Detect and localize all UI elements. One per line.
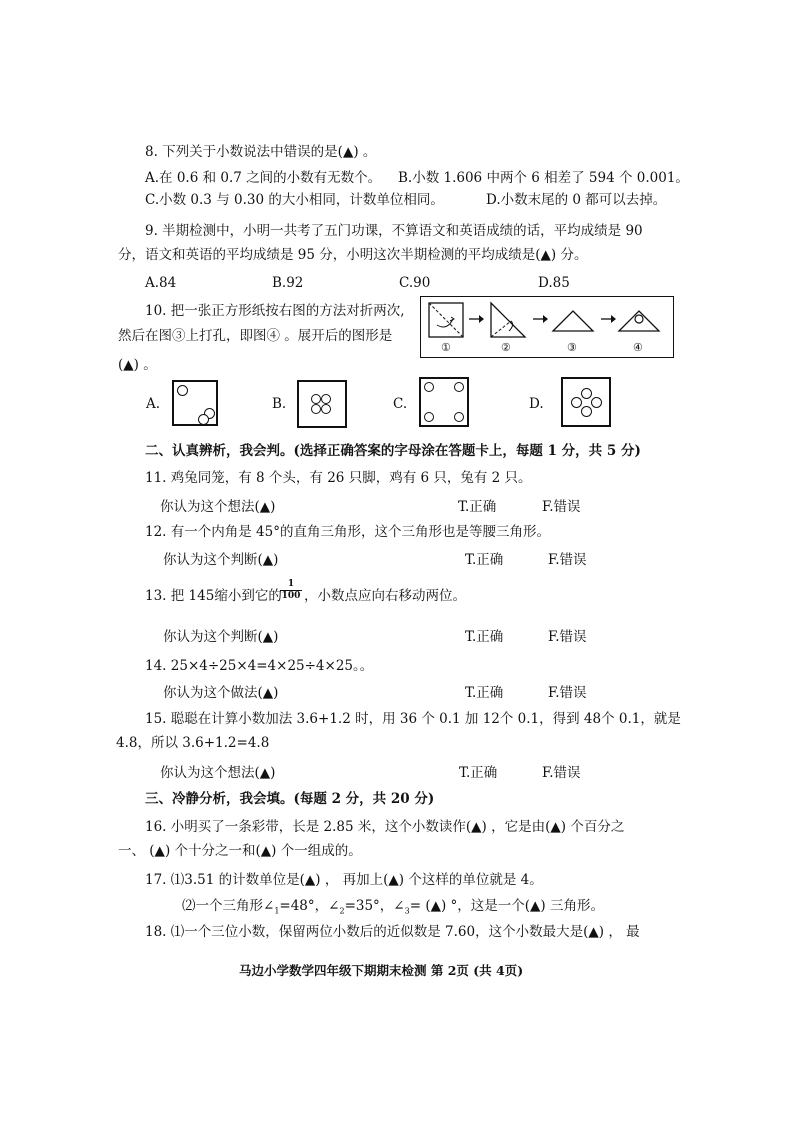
hole-icon <box>424 382 434 392</box>
q15-false: F.错误 <box>542 765 581 781</box>
q11-prompt: 你认为这个想法(▲) <box>160 499 276 515</box>
hole-icon <box>321 404 331 414</box>
q17-line1: 17. ⑴3.51 的计数单位是(▲) ， 再加上(▲) 个这样的单位就是 4。 <box>145 872 543 888</box>
q18-line1: 18. ⑴一个三位小数，保留两位小数后的近似数是 7.60，这个小数最大是(▲) ， 最 <box>145 924 640 940</box>
q11-false: F.错误 <box>542 499 581 515</box>
hole-icon <box>581 388 592 399</box>
fig-label-3: ③ <box>567 341 577 354</box>
q10-option-a-figure <box>172 380 218 426</box>
q16-line2: 一、 (▲) 个十分之一和(▲) 个一组成的。 <box>118 843 362 859</box>
q9-option-a: A.84 <box>145 275 177 291</box>
q15-line1: 15. 聪聪在计算小数加法 3.6+1.2 时，用 36 个 0.1 加 12个 0.1，得到 48个 0.1，就是 <box>145 711 681 727</box>
q9-line1: 9. 半期检测中，小明一共考了五门功课，不算语文和英语成绩的话，平均成绩是 90 <box>145 223 643 239</box>
q8-option-c: C.小数 0.3 与 0.30 的大小相同，计数单位相同。 <box>145 192 444 208</box>
q9-option-b: B.92 <box>272 275 304 291</box>
fraction-one-hundredth <box>280 580 302 601</box>
q11-stem: 11. 鸡兔同笼，有 8 个头，有 26 只脚，鸡有 6 只，兔有 2 只。 <box>145 470 532 486</box>
fig-label-1: ① <box>441 341 451 354</box>
q10-option-c-figure <box>419 377 469 427</box>
q10-option-b-label: B. <box>272 396 287 412</box>
hole-icon <box>311 394 321 404</box>
folded-triangle-icon <box>553 311 593 331</box>
hole-icon <box>635 315 643 323</box>
q11-true: T.正确 <box>458 499 497 515</box>
hole-icon <box>454 382 464 392</box>
hole-icon <box>198 414 209 425</box>
q14-true: T.正确 <box>465 685 504 701</box>
q10-option-d-figure <box>561 377 611 427</box>
hole-icon <box>591 397 602 408</box>
q13-stem-b: ，小数点应向右移动两位。 <box>304 588 466 604</box>
fraction-numerator: 1 <box>287 579 295 589</box>
section-2-title: 二、认真辨析，我会判。(选择正确答案的字母涂在答题卡上，每题 1 分，共 5 分) <box>145 443 641 459</box>
q9-line2: 分，语文和英语的平均成绩是 95 分，小明这次半期检测的平均成绩是(▲) 分。 <box>118 247 588 263</box>
q13-true: T.正确 <box>465 629 504 645</box>
hole-icon <box>454 412 464 422</box>
q13-false: F.错误 <box>548 629 587 645</box>
q10-line1: 10. 把一张正方形纸按右图的方法对折两次, <box>145 303 405 319</box>
q16-line1: 16. 小明买了一条彩带，长是 2.85 米，这个小数读作(▲) ，它是由(▲) 个百分之 <box>145 819 625 835</box>
q12-prompt: 你认为这个判断(▲) <box>163 552 279 568</box>
q17-line2: ⑵一个三角形$\angle_1=48^\circ$，$\angle_2=35^\circ$，$\angle_3=$ (▲) °，这是一个(▲) 三角形。 <box>182 898 604 916</box>
q12-stem: 12. 有一个内角是 45°的直角三角形，这个三角形也是等腰三角形。 <box>145 524 550 540</box>
q13-prompt: 你认为这个判断(▲) <box>163 629 279 645</box>
q8-option-d: D.小数末尾的 0 都可以去掉。 <box>486 192 667 208</box>
hole-icon <box>424 412 434 422</box>
q10-option-a-label: A. <box>146 396 161 412</box>
hole-icon <box>321 394 331 404</box>
q9-option-d: D.85 <box>538 275 570 291</box>
page-footer: 马边小学数学四年级下期期末检测 第 2页 (共 4页) <box>239 963 524 978</box>
q10-option-b-figure <box>297 380 347 428</box>
q10-line3: (▲) 。 <box>118 357 157 373</box>
q10-option-d-label: D. <box>529 396 544 412</box>
hole-icon <box>311 404 321 414</box>
q13-stem-a: 13. 把 145缩小到它的 <box>145 588 282 604</box>
q10-option-c-label: C. <box>393 396 408 412</box>
fig-label-4: ④ <box>633 341 643 354</box>
q14-prompt: 你认为这个做法(▲) <box>163 685 279 701</box>
hole-icon <box>581 406 592 417</box>
q8-option-b: B.小数 1.606 中两个 6 相差了 594 个 0.001。 <box>398 170 689 186</box>
triangle-paper-icon <box>491 303 525 337</box>
q8-stem: 8. 下列关于小数说法中错误的是(▲) 。 <box>145 144 377 160</box>
fig-label-2: ② <box>501 341 511 354</box>
section-3-title: 三、冷静分析，我会填。(每题 2 分，共 20 分) <box>145 791 435 807</box>
fraction-denominator: 100 <box>281 591 301 601</box>
q15-prompt: 你认为这个想法(▲) <box>160 765 276 781</box>
folding-figure <box>420 296 674 358</box>
q10-line2: 然后在图③上打孔，即图④ 。展开后的图形是 <box>118 328 393 344</box>
hole-icon <box>177 385 188 396</box>
q12-true: T.正确 <box>465 552 504 568</box>
fold-line-icon <box>429 303 463 337</box>
hole-icon <box>571 397 582 408</box>
q15-true: T.正确 <box>459 765 498 781</box>
q8-option-a: A.在 0.6 和 0.7 之间的小数有无数个。 <box>145 170 382 186</box>
q9-option-c: C.90 <box>399 275 431 291</box>
q14-stem: 14. 25×4÷25×4=4×25÷4×25。。 <box>145 658 374 674</box>
q15-line2: 4.8，所以 3.6+1.2=4.8 <box>116 735 270 751</box>
q12-false: F.错误 <box>548 552 587 568</box>
q14-false: F.错误 <box>548 685 587 701</box>
